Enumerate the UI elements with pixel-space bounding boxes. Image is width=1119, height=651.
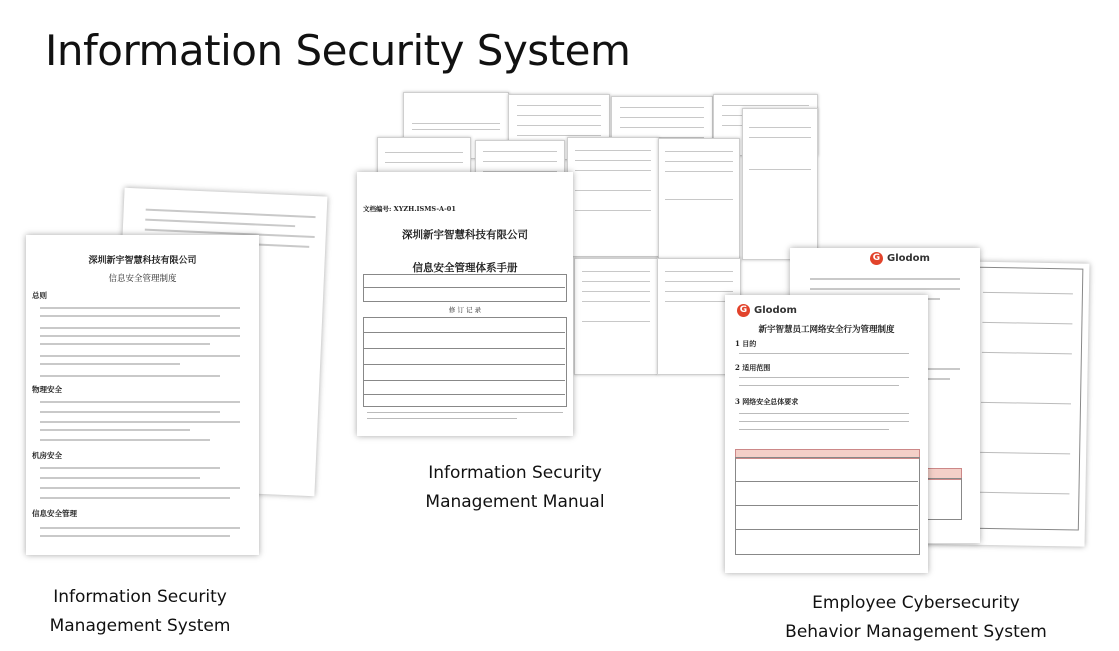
left-company: 深圳新宇智慧科技有限公司 [88, 256, 197, 266]
glodom-front-page [725, 295, 928, 573]
caption-middle [420, 459, 610, 517]
glodom-section-2: 2 适用范围 [735, 363, 771, 372]
glodom-table [735, 457, 920, 555]
left-section-2: 物理安全 [32, 385, 62, 394]
caption-right-line2: Behavior Management System [785, 622, 1047, 642]
manual-info-table [363, 274, 567, 302]
doc-page-thumb [574, 258, 658, 375]
left-doc-title: 信息安全管理制度 [108, 274, 177, 284]
caption-right-line1: Employee Cybersecurity [812, 593, 1020, 613]
doc-page-thumb [742, 108, 818, 260]
glodom-brand: Glodom [887, 253, 930, 264]
page-title: Information Security System [45, 26, 631, 75]
caption-left-line2: Management System [49, 616, 231, 636]
manual-doc-title: 信息安全管理体系手册 [412, 262, 518, 274]
doc-page-thumb [658, 138, 740, 262]
glodom-logo [870, 252, 930, 265]
doc-page-thumb [567, 137, 659, 257]
manual-company: 深圳新宇智慧科技有限公司 [402, 229, 528, 241]
caption-left [30, 583, 250, 641]
caption-middle-line1: Information Security [428, 463, 602, 483]
manual-front-page [357, 172, 573, 436]
glodom-logo-icon: G [737, 304, 750, 317]
glodom-brand: Glodom [754, 305, 797, 316]
glodom-logo [737, 304, 797, 317]
manual-doc-number: 文档编号: XYZH.ISMS-A-01 [363, 205, 456, 213]
left-front-page [26, 235, 259, 555]
glodom-section-3: 3 网络安全总体要求 [735, 397, 799, 406]
left-section-1: 总则 [32, 291, 47, 300]
glodom-doc-title: 新宇智慧员工网络安全行为管理制度 [758, 325, 895, 335]
left-section-3: 机房安全 [32, 451, 62, 460]
caption-right [780, 589, 1052, 647]
glodom-logo-icon: G [870, 252, 883, 265]
caption-middle-line2: Management Manual [425, 492, 605, 512]
glodom-section-1: 1 目的 [735, 339, 757, 348]
manual-revision-heading: 修 订 记 录 [448, 306, 482, 314]
left-section-4: 信息安全管理 [32, 509, 77, 518]
caption-left-line1: Information Security [53, 587, 227, 607]
